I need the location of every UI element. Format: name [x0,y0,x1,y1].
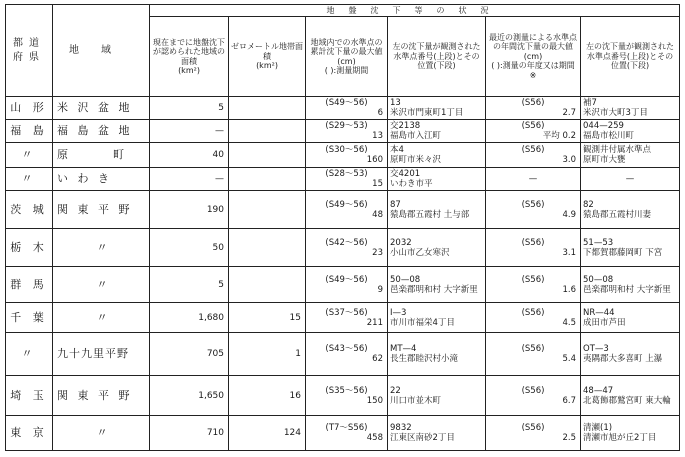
pref-cell: 〃 [6,143,53,168]
header-main-title: 地盤沈下等の状況 [150,5,680,17]
table-row [6,303,680,333]
table-row [6,97,680,120]
table-row [6,267,680,303]
header-rate-point: 左の沈下量が観測された水準点番号(上段)とその位置(下段) [581,17,680,97]
header-region: 地域 [53,5,150,97]
rate-cell: (S56) 2.7 [486,97,581,120]
region-cell: 九十九里平野 [53,333,150,376]
rate-cell: (S56) 3.1 [486,229,581,267]
rate-point-cell: 観測井付属水準点 原町市大甕 [581,143,680,168]
table-row [6,143,680,168]
rate-point-cell: 50—08 邑楽郡明和村 大字新里 [581,267,680,303]
area-cell: 5 [150,267,229,303]
pref-cell: 〃 [6,168,53,191]
area-cell: — [150,168,229,191]
area-cell: 50 [150,229,229,267]
rate-point-cell: — [581,168,680,191]
rate-point-cell: 51—53 下都賀郡藤岡町 下宮 [581,229,680,267]
rate-cell: (S56) 4.5 [486,303,581,333]
max-point-cell: 87 猿島郡五霞村 土与部 [388,191,486,229]
max-point-cell: 2032 小山市乙女寒沢 [388,229,486,267]
max-cell: (S30〜56) 160 [306,143,388,168]
zero-cell: 124 [229,416,306,451]
max-point-cell: 9832 江東区南砂2丁目 [388,416,486,451]
max-point-cell: 交4201 いわき市平 [388,168,486,191]
rate-point-cell: 清瀬(1) 清瀬市旭が丘2丁目 [581,416,680,451]
pref-cell: 山 形 [6,97,53,120]
rate-point-cell: 補7 米沢市大町3丁目 [581,97,680,120]
pref-cell: 埼 玉 [6,376,53,416]
subsidence-table [5,4,680,451]
region-cell: 〃 [53,229,150,267]
area-cell: 1,680 [150,303,229,333]
rate-cell: (S56) 6.7 [486,376,581,416]
rate-cell: (S56) 平均 0.2 [486,120,581,143]
max-cell: (S35〜56) 150 [306,376,388,416]
area-cell: 40 [150,143,229,168]
max-cell: (S43〜56) 62 [306,333,388,376]
rate-cell: (S56) 2.5 [486,416,581,451]
rate-cell: (S56) 3.0 [486,143,581,168]
table-row [6,191,680,229]
header-row-1 [6,5,680,17]
area-cell: 1,650 [150,376,229,416]
region-cell: 〃 [53,267,150,303]
zero-cell: 16 [229,376,306,416]
zero-cell [229,143,306,168]
area-cell: 5 [150,97,229,120]
header-area: 現在までに地盤沈下が認められた地域の面積 (km²) [150,17,229,97]
header-pref: 都道府県 [6,5,53,97]
zero-cell [229,120,306,143]
zero-cell [229,267,306,303]
table-row [6,120,680,143]
table-row [6,168,680,191]
max-point-cell: 交2138 福島市入江町 [388,120,486,143]
region-cell: 関 東 平 野 [53,376,150,416]
max-point-cell: I—3 市川市福栄4丁目 [388,303,486,333]
max-cell: (T7〜S56) 458 [306,416,388,451]
max-point-cell: 13 米沢市門東町1丁目 [388,97,486,120]
table-row [6,416,680,451]
zero-cell [229,229,306,267]
table-row [6,333,680,376]
rate-point-cell: 82 猿島郡五霞村川妻 [581,191,680,229]
area-cell: 710 [150,416,229,451]
pref-cell: 〃 [6,333,53,376]
region-cell: 〃 [53,416,150,451]
max-cell: (S29〜53) 13 [306,120,388,143]
area-cell: 705 [150,333,229,376]
max-point-cell: 50—08 邑楽郡明和村 大字新里 [388,267,486,303]
rate-cell: — [486,168,581,191]
max-point-cell: MT—4 長生郡睦沢村小滝 [388,333,486,376]
region-cell: 〃 [53,303,150,333]
area-cell: — [150,120,229,143]
max-cell: (S42〜56) 23 [306,229,388,267]
region-cell: い わ き [53,168,150,191]
pref-cell: 福 島 [6,120,53,143]
region-cell: 関 東 平 野 [53,191,150,229]
rate-point-cell: 044—259 福島市松川町 [581,120,680,143]
region-cell: 原 町 [53,143,150,168]
pref-cell: 東 京 [6,416,53,451]
max-cell: (S49〜56) 9 [306,267,388,303]
max-cell: (S49〜56) 6 [306,97,388,120]
region-cell: 福 島 盆 地 [53,120,150,143]
table-row [6,229,680,267]
header-zero: ゼロメートル地帯面積 (km²) [229,17,306,97]
max-cell: (S37〜56) 211 [306,303,388,333]
zero-cell: 15 [229,303,306,333]
max-point-cell: 22 川口市並木町 [388,376,486,416]
max-cell: (S49〜56) 48 [306,191,388,229]
zero-cell [229,97,306,120]
table-row [6,376,680,416]
rate-point-cell: NR—44 成田市芦田 [581,303,680,333]
zero-cell: 1 [229,333,306,376]
rate-cell: (S56) 1.6 [486,267,581,303]
rate-point-cell: 48—47 北葛飾郡鷲宮町 東大輪 [581,376,680,416]
pref-cell: 茨 城 [6,191,53,229]
zero-cell [229,168,306,191]
max-cell: (S28〜53) 15 [306,168,388,191]
max-point-cell: 本4 原町市米々沢 [388,143,486,168]
region-cell: 米 沢 盆 地 [53,97,150,120]
rate-point-cell: OT—3 夷隅郡大多喜町 上瀑 [581,333,680,376]
zero-cell [229,191,306,229]
rate-cell: (S56) 4.9 [486,191,581,229]
rate-cell: (S56) 5.4 [486,333,581,376]
pref-cell: 千 葉 [6,303,53,333]
header-rate: 最近の測量による水準点の年間沈下量の最大値(cm) ( ):測量の年度又は期間※ [486,17,581,97]
header-max: 地域内での水準点の累計沈下量の最大値(cm) ( ):測量期間 [306,17,388,97]
pref-cell: 栃 木 [6,229,53,267]
pref-cell: 群 馬 [6,267,53,303]
area-cell: 190 [150,191,229,229]
header-max-point: 左の沈下量が観測された水準点番号(上段)とその位置(下段) [388,17,486,97]
